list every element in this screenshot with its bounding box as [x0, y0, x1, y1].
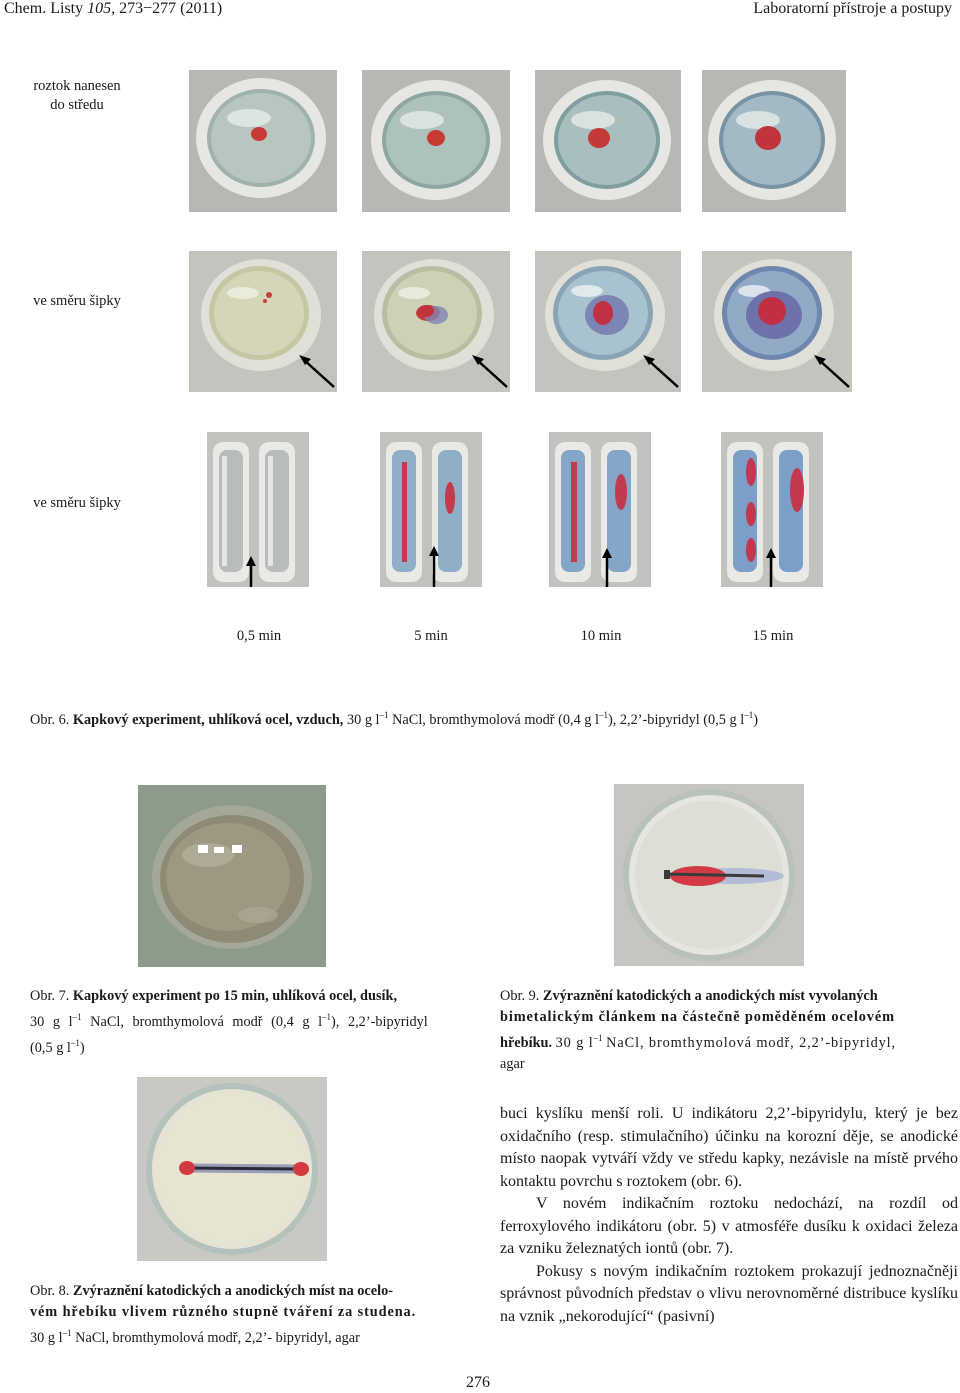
drop-arrow-photo-5min — [362, 251, 510, 392]
strip-photo-15min — [721, 432, 823, 587]
body-paragraph-1: buci kyslíku menší roli. U indikátoru 2,2’-bipyridylu, který je bez oxidačního (resp. stimulačního) účinku na korozní děje, se anodické místo naopak vytváří vždy ve středu kapky, nezávisle na místě prvého kontaktu povrchu s roztokem (obr. 6). — [500, 1105, 958, 1190]
journal-citation: Chem. Listy 105, 273−277 (2011) — [4, 0, 223, 17]
figure-8-caption: Obr. 8. Zvýraznění katodických a anodických míst na ocelo- vém hřebíku vlivem různého stupně tváření za studena. 30 g $l^{-1}$ NaCl, bromthymolová modř, 2,2’- bipyridyl, agar — [30, 1283, 417, 1346]
strip-photo-0.5min — [207, 432, 309, 587]
row-label-solution-center: roztok nanesen do středu — [33, 78, 121, 113]
drop-photo-5min — [362, 70, 510, 212]
section-title: Laboratorní přístroje a postupy — [753, 0, 952, 17]
figure-7-photo — [138, 785, 326, 967]
figure-8-photo — [137, 1077, 327, 1261]
drop-arrow-photo-15min — [702, 251, 852, 392]
figure-9-caption: Obr. 9. Zvýraznění katodických a anodických míst vyvolaných bimetalickým článkem na částečně poměděném ocelovém hřebíku. 30 g $l^{-1}$ NaCl, bromthymolová modř, 2,2’-bipyridyl, agar — [500, 988, 897, 1072]
strip-photo-10min — [549, 432, 651, 587]
figure-7-caption: Obr. 7. Kapkový experiment po 15 min, uhlíková ocel, dusík, 30 g $l^{-1}$ NaCl, bromthymolová modř (0,4 g $l^{-1}$), 2,2’-bipyridyl (0,5 g $l^{-1}$) — [30, 988, 428, 1056]
body-paragraph-2: V novém indikačním roztoku nedochází, na rozdíl od ferroxylového indikátoru (obr. 5) v atmosféře dusíku k oxidaci železa za vzniku železnatých iontů (obr. 7). — [500, 1195, 958, 1257]
time-label-5min: 5 min — [414, 628, 448, 644]
body-paragraph-3: Pokusy s novým indikačním roztokem prokazují jednoznačněji správnost původních představ o vlivu nerovnoměrné distribuce kyslíku na vznik „nekorodující“ (pasivní) — [500, 1262, 958, 1325]
row-label-arrow-direction: ve směru šipky — [33, 293, 121, 309]
drop-arrow-photo-0.5min — [189, 251, 337, 392]
drop-photo-15min — [702, 70, 846, 212]
time-label-10min: 10 min — [580, 628, 622, 644]
page-number: 276 — [466, 1374, 490, 1391]
body-text-column — [500, 1103, 958, 1328]
figure-9-photo — [614, 784, 804, 966]
drop-arrow-photo-10min — [535, 251, 681, 392]
time-label-0.5min: 0,5 min — [236, 628, 282, 644]
drop-photo-0.5min — [189, 70, 337, 212]
figure-6-caption: Obr. 6. Kapkový experiment, uhlíková ocel, vzduch, 30 g $l^{-1}$ NaCl, bromthymolová modř (0,4 g $l^{-1}$), 2,2’-bipyridyl (0,5 g $l^{-1}$) — [30, 710, 758, 728]
time-label-15min: 15 min — [752, 628, 794, 644]
strip-photo-5min — [380, 432, 482, 587]
row-label-arrow-direction-2: ve směru šipky — [33, 495, 121, 511]
drop-photo-10min — [535, 70, 681, 212]
